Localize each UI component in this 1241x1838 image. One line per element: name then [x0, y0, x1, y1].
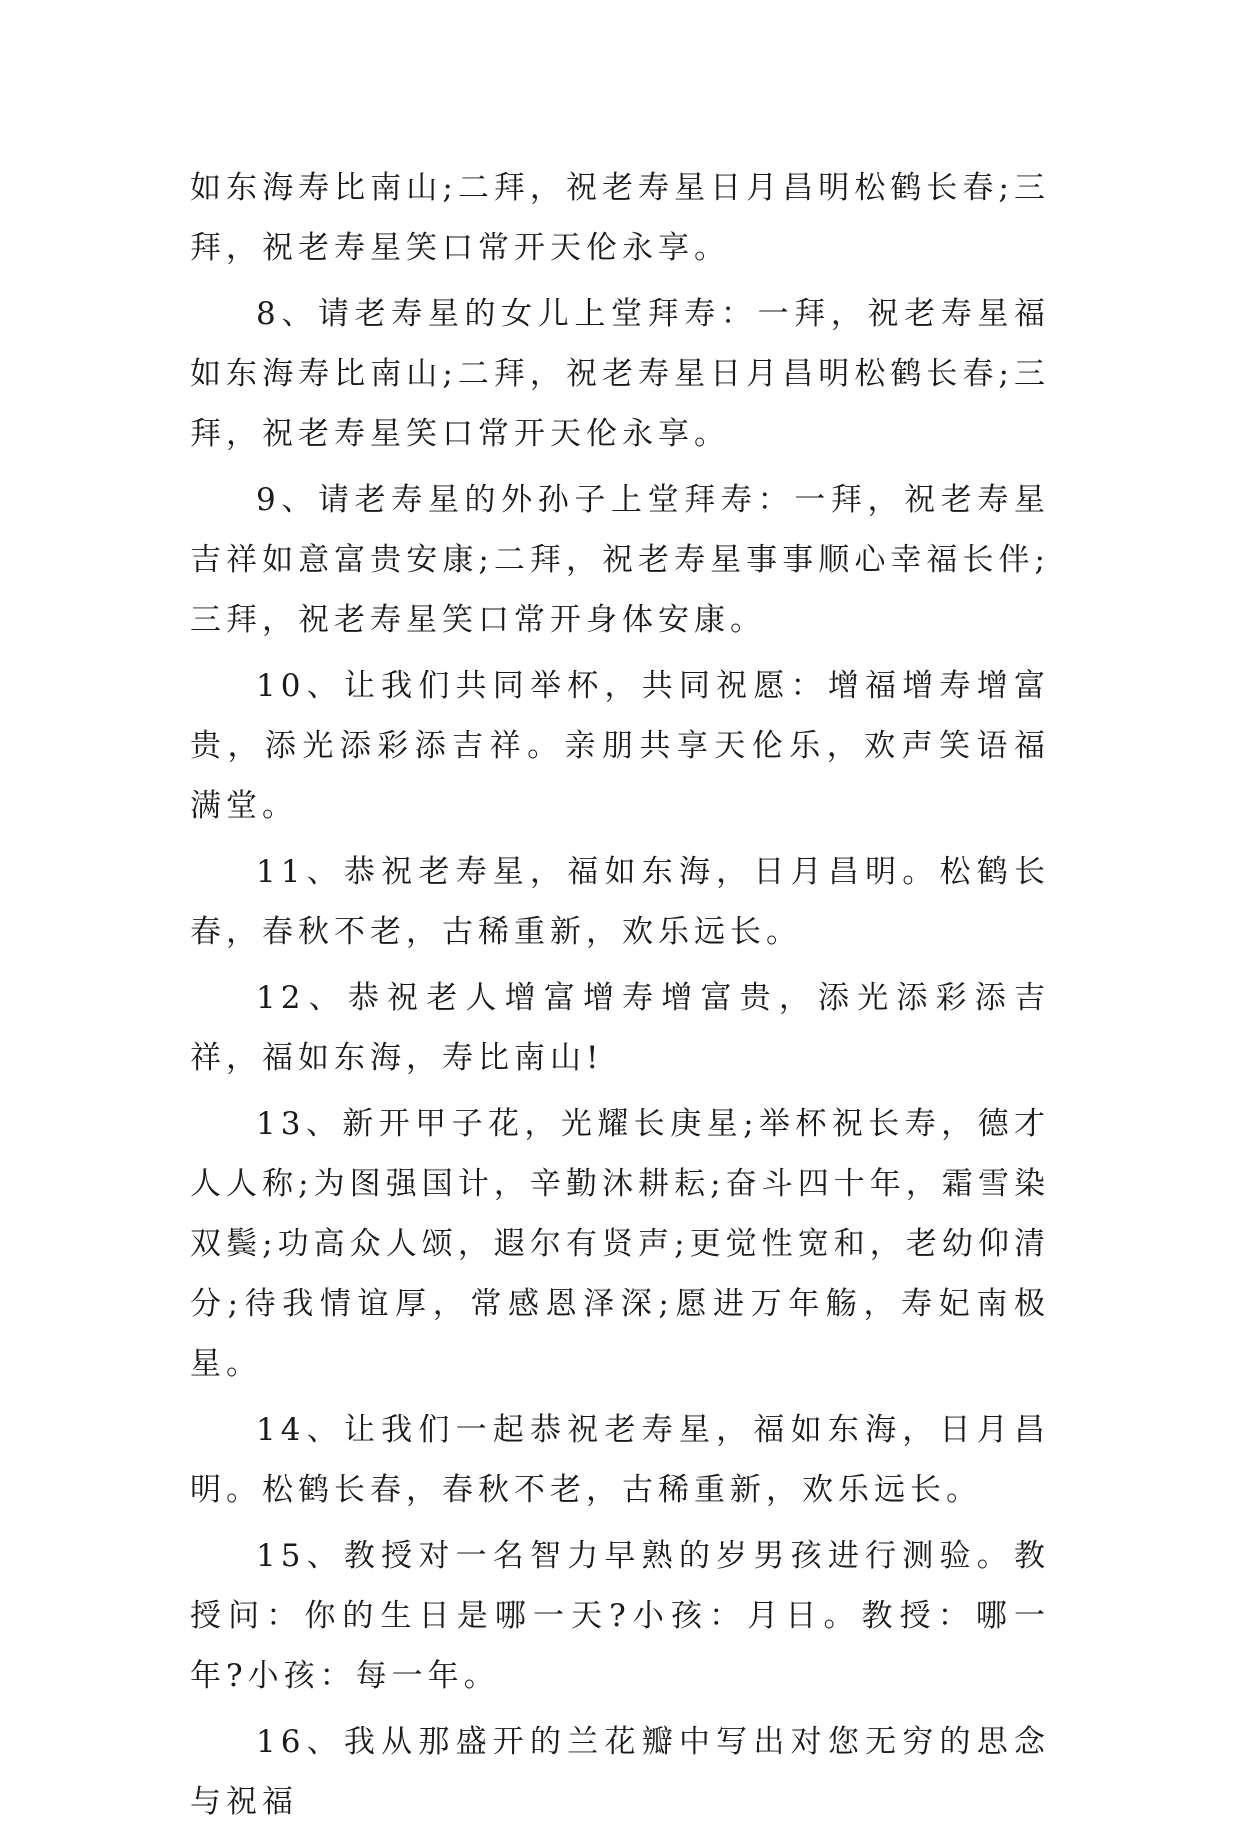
paragraph-14: 14、让我们一起恭祝老寿星，福如东海，日月昌明。松鹤长春，春秋不老，古稀重新，欢乐远长。 — [190, 1412, 1050, 1508]
paragraph-15: 15、教授对一名智力早熟的岁男孩进行测验。教授问：你的生日是哪一天?小孩：月日。教授：哪一年?小孩：每一年。 — [190, 1538, 1050, 1694]
paragraph-16: 16、我从那盛开的兰花瓣中写出对您无穷的思念与祝福 — [190, 1724, 1050, 1820]
paragraph-12: 12、恭祝老人增富增寿增富贵，添光添彩添吉祥，福如东海，寿比南山! — [190, 980, 1050, 1076]
document-body — [190, 158, 1050, 1838]
paragraph-11: 11、恭祝老寿星，福如东海，日月昌明。松鹤长春，春秋不老，古稀重新，欢乐远长。 — [190, 854, 1050, 950]
paragraph-7-continuation: 如东海寿比南山;二拜，祝老寿星日月昌明松鹤长春;三拜，祝老寿星笑口常开天伦永享。 — [190, 170, 1050, 266]
paragraph-8: 8、请老寿星的女儿上堂拜寿：一拜，祝老寿星福如东海寿比南山;二拜，祝老寿星日月昌明松鹤长春;三拜，祝老寿星笑口常开天伦永享。 — [190, 296, 1050, 452]
paragraph-13: 13、新开甲子花，光耀长庚星;举杯祝长寿，德才人人称;为图强国计，辛勤沐耕耘;奋斗四十年，霜雪染双鬓;功高众人颂，遐尔有贤声;更觉性宽和，老幼仰清分;待我情谊厚，常感恩泽深;愿进万年觞，寿妃南极星。 — [190, 1106, 1050, 1382]
paragraph-10: 10、让我们共同举杯，共同祝愿：增福增寿增富贵，添光添彩添吉祥。亲朋共享天伦乐，欢声笑语福满堂。 — [190, 668, 1050, 824]
paragraph-9: 9、请老寿星的外孙子上堂拜寿：一拜，祝老寿星吉祥如意富贵安康;二拜，祝老寿星事事顺心幸福长伴;三拜，祝老寿星笑口常开身体安康。 — [190, 482, 1050, 638]
